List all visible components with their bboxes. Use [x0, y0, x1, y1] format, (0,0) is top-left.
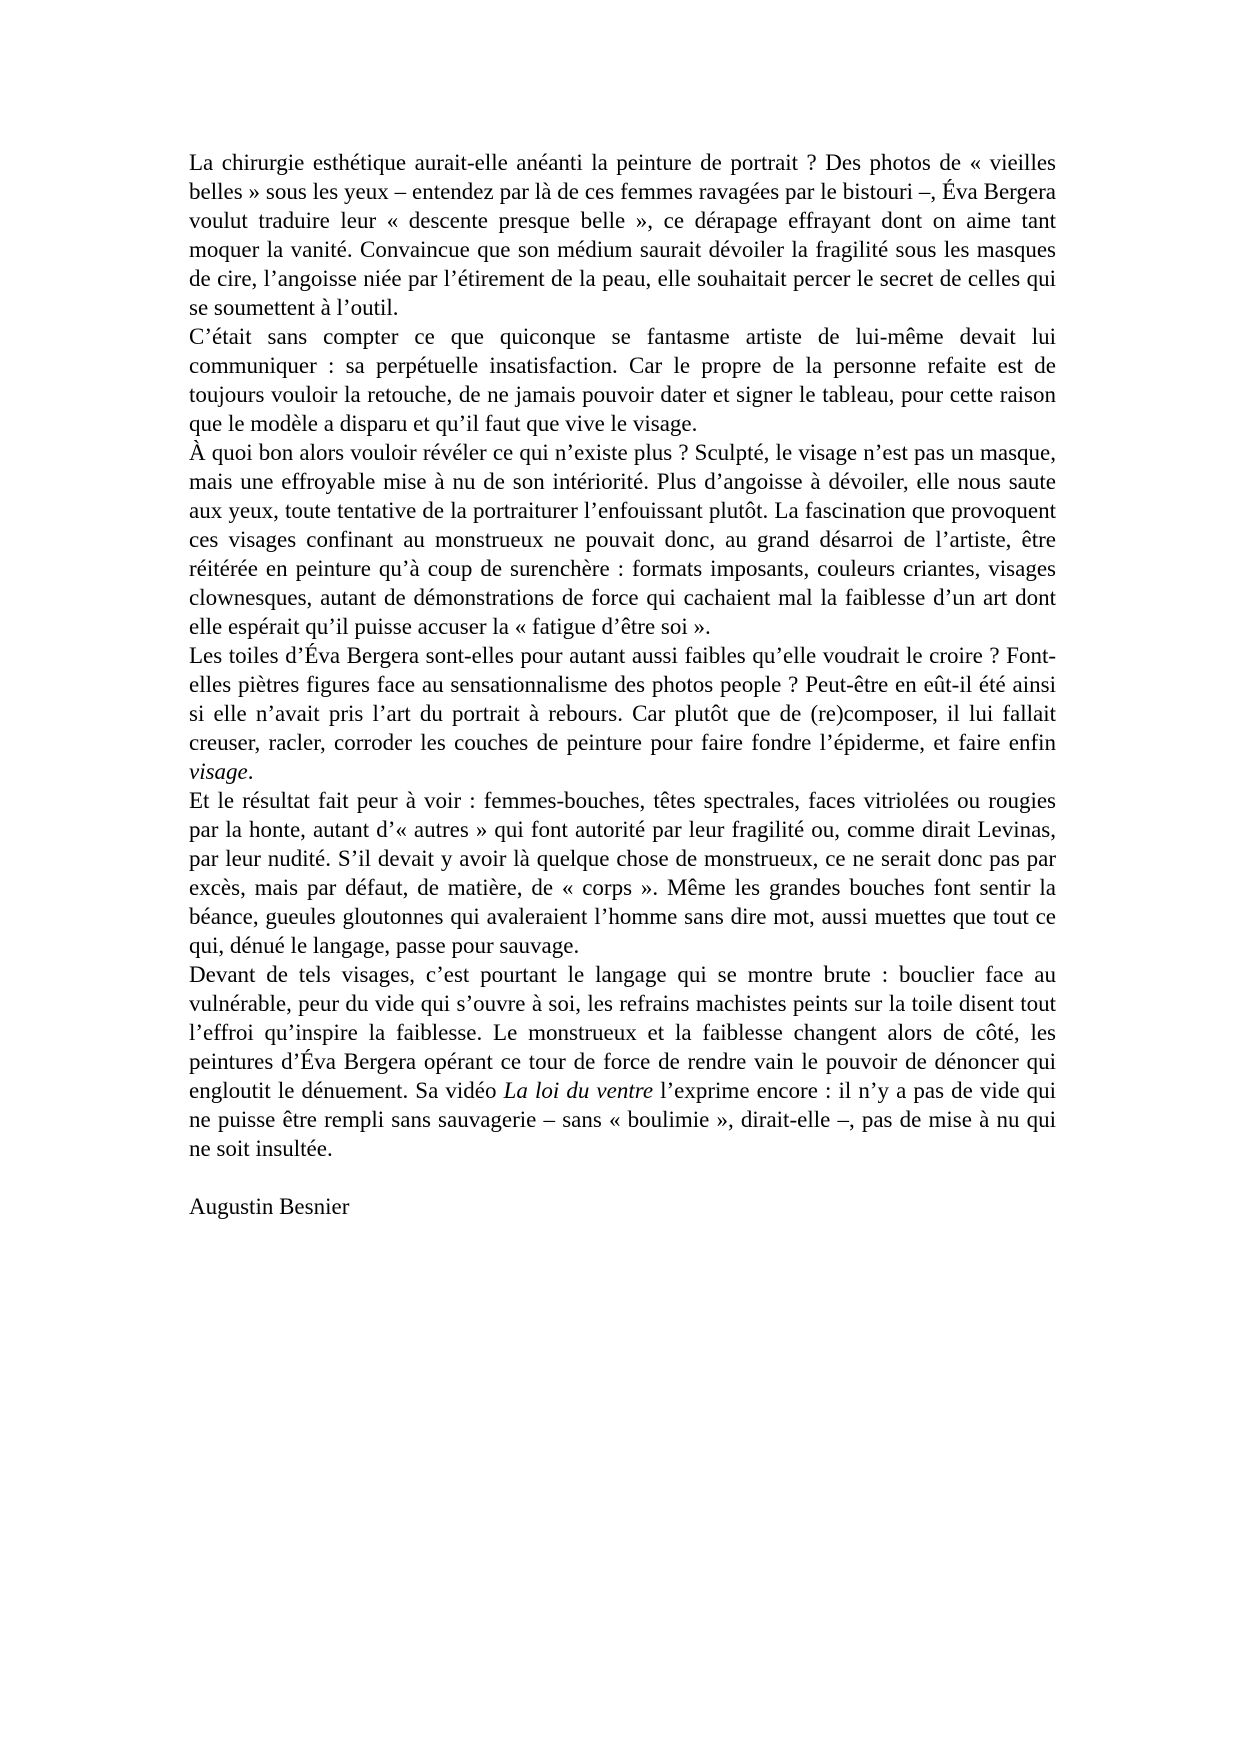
- italic-text: La loi du ventre: [503, 1078, 654, 1103]
- paragraph-text: Et le résultat fait peur à voir : femmes-bouches, têtes spectrales, faces vitriolées ou rougies par la honte, autant d’« autres » qui font autorité par leur fragilité ou, comme dirait Levinas, par leur nudité. S’il devait y avoir là quelque chose de monstrueux, ce ne serait donc pas par excès, mais par défaut, de matière, de « corps ». Même les grandes bouches font sentir la béance, gueules gloutonnes qui avaleraient l’homme sans dire mot, aussi muettes que tout ce qui, dénué le langage, passe pour sauvage.: [189, 788, 1056, 958]
- paragraph-text: C’était sans compter ce que quiconque se fantasme artiste de lui-même devait lui communiquer : sa perpétuelle insatisfaction. Car le propre de la personne refaite est de toujours vouloir la retouche, de ne jamais pouvoir dater et signer le tableau, pour cette raison que le modèle a disparu et qu’il faut que vive le visage.: [189, 324, 1056, 436]
- paragraph-text: La chirurgie esthétique aurait-elle anéanti la peinture de portrait ? Des photos de « vieilles belles » sous les yeux – entendez par là de ces femmes ravagées par le bistouri –, Éva Bergera voulut traduire leur « descente presque belle », ce dérapage effrayant dont on aime tant moquer la vanité. Convaincue que son médium saurait dévoiler la fragilité sous les masques de cire, l’angoisse niée par l’étirement de la peau, elle souhaitait percer le secret de celles qui se soumettent à l’outil.: [189, 150, 1056, 320]
- paragraph-text: À quoi bon alors vouloir révéler ce qui n’existe plus ? Sculpté, le visage n’est pas un masque, mais une effroyable mise à nu de son intériorité. Plus d’angoisse à dévoiler, elle nous saute aux yeux, toute tentative de la portraiturer l’enfouissant plutôt. La fascination que provoquent ces visages confinant au monstrueux ne pouvait donc, au grand désarroi de l’artiste, être réitérée en peinture qu’à coup de surenchère : formats imposants, couleurs criantes, visages clownesques, autant de démonstrations de force qui cachaient mal la faiblesse d’un art dont elle espérait qu’il puisse accuser la « fatigue d’être soi ».: [189, 440, 1056, 639]
- paragraph: [189, 148, 1056, 322]
- paragraph: [189, 786, 1056, 960]
- italic-text: visage: [189, 759, 248, 784]
- paragraph-text: l’exprime encore : il n’y a pas de vide qui ne puisse être rempli sans sauvagerie – sans « boulimie », dirait-elle –, pas de mise à nu qui ne soit insultée.: [189, 1078, 1057, 1161]
- paragraph-text: Devant de tels visages, c’est pourtant le langage qui se montre brute : bouclier face au vulnérable, peur du vide qui s’ouvre à soi, les refrains machistes peints sur la toile disent tout l’effroi qu’inspire la faiblesse. Le monstrueux et la faiblesse changent alors de côté, les peintures d’Éva Bergera opérant ce tour de force de rendre vain le pouvoir de dénoncer qui engloutit le dénuement. Sa vidéo: [189, 962, 1056, 1103]
- paragraph-text: Les toiles d’Éva Bergera sont-elles pour autant aussi faibles qu’elle voudrait le croire ? Font-elles piètres figures face au sensationnalisme des photos people ? Peut-être en eût-il été ainsi si elle n’avait pris l’art du portrait à rebours. Car plutôt que de (re)composer, il lui fallait creuser, racler, corroder les couches de peinture pour faire fondre l’épiderme, et faire enfin: [189, 643, 1056, 755]
- paragraph: [189, 322, 1056, 438]
- article-body: [189, 148, 1056, 1163]
- paragraph-text: .: [247, 759, 254, 784]
- document-page: [189, 148, 1056, 1221]
- paragraph: [189, 641, 1056, 786]
- paragraph: [189, 438, 1056, 641]
- author-signature: Augustin Besnier: [189, 1194, 350, 1219]
- paragraph: [189, 960, 1056, 1163]
